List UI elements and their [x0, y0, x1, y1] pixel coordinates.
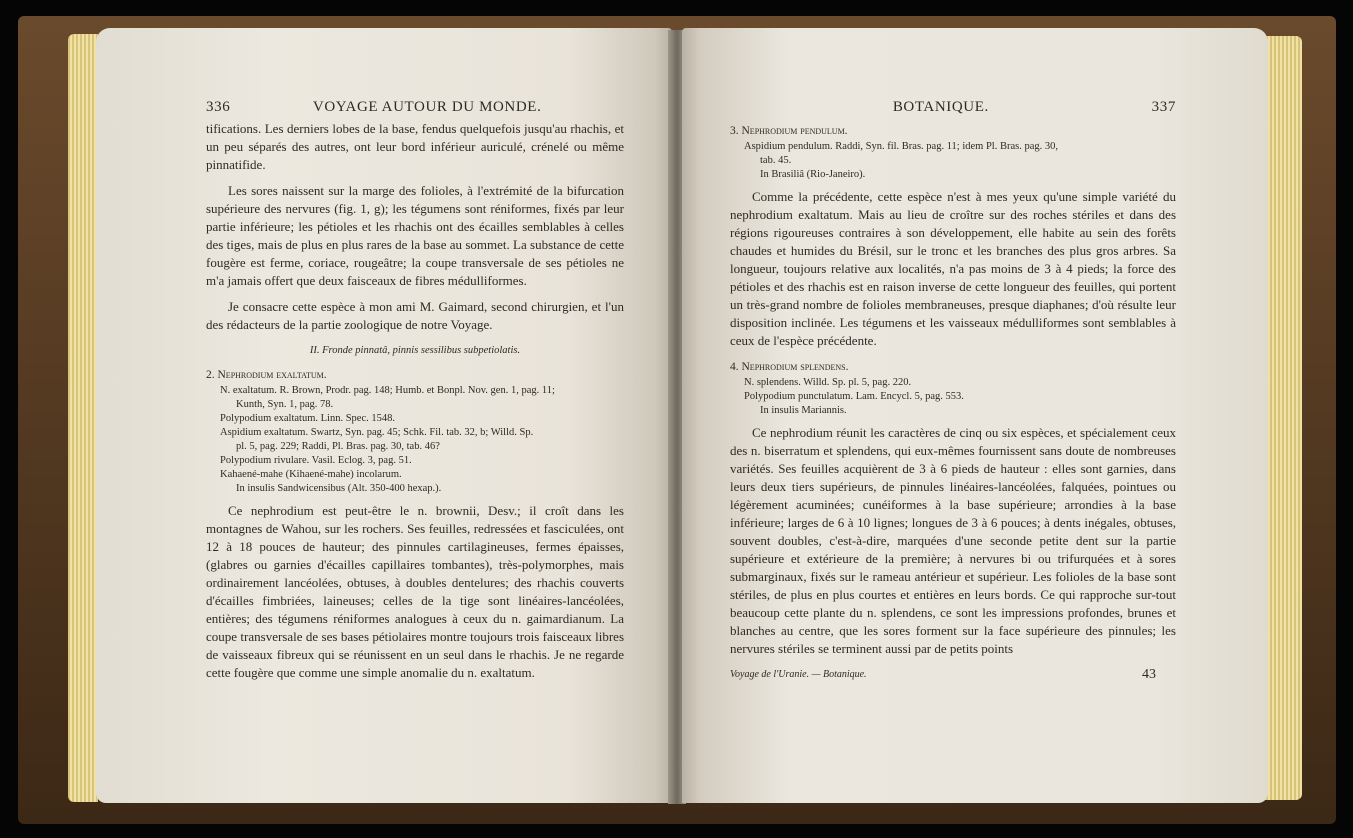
synonym-line: N. exaltatum. R. Brown, Prodr. pag. 148; Humb. et Bonpl. Nov. gen. 1, pag. 11;: [220, 385, 555, 396]
synonymy-block: [730, 376, 1176, 418]
page-number: 336: [206, 99, 231, 115]
paragraph: Ce nephrodium est peut-être le n. brownii, Desv.; il croît dans les montagnes de Wahou, sur les rochers. Ses feuilles, redressées et fasciculées, ont 12 à 18 pouces de hauteur; des pinnules cartilagineuses, fermes épaisses, (glabres ou garnies d'écailles capillaires tombantes), très-polymorphes, mais ordinairement lancéolées, obtuses, à doubles dentelures; des rhachis couverts d'écailles fimbriées, laineuses; celles de la tige sont linéaires-lancéolées, entières; des tégumens réniformes analogues à ceux du n. gaimardianum. La coupe transversale de ses bases pétiolaires montre toujours trois faisceaux libres de vaisseaux fibreux qui se réunissent en un seul dans le rhachis. Je ne regarde cette fougère que comme une simple anomalie du n. exaltatum.: [206, 503, 624, 680]
synonymy-block: [206, 384, 624, 496]
right-page: [682, 28, 1268, 803]
page-number: 337: [1151, 99, 1176, 115]
synonym-line: Kahaené-mahe (Kihaené-mahe) incolarum.: [220, 469, 402, 480]
species-heading: 4. Nephrodium splendens.: [730, 361, 849, 373]
synonym-line: Polypodium rivulare. Vasil. Eclog. 3, pag. 51.: [220, 455, 412, 466]
synonym-line: tab. 45.: [760, 155, 792, 166]
left-page-content: [206, 98, 624, 690]
left-running-header: [206, 98, 624, 116]
paragraph: Je consacre cette espèce à mon ami M. Gaimard, second chirurgien, et l'un des rédacteurs de la partie zoologique de notre Voyage.: [206, 299, 624, 332]
paragraph: Comme la précédente, cette espèce n'est à mes yeux qu'une simple variété du nephrodium exaltatum. Mais au lieu de croître sur des roches stériles et dans des régions rigoureuses contraires à son développement, elle habite au sein des forêts chaudes et humides du Brésil, sur le tronc et les branches des plus gros arbres. Sa longueur, toujours relative aux localités, n'a pas moins de 3 à 4 pieds; la force des pétioles et des rhachis est en raison inverse de cette longueur des feuilles, qui portent un très-grand nombre de folioles membraneuses, presque diaphanes; d'où résulte leur disposition inclinée. Les tégumens et les vaisseaux médulliformes sont semblables à ceux de l'espèce précédente.: [730, 189, 1176, 348]
synonymy-block: [730, 140, 1176, 182]
page-edges-left: [68, 34, 98, 802]
synonym-line: Aspidium pendulum. Raddi, Syn. fil. Bras. pag. 11; idem Pl. Bras. pag. 30,: [744, 141, 1059, 152]
synonym-line: Aspidium exaltatum. Swartz, Syn. pag. 45; Schk. Fil. tab. 32, b; Willd. Sp.: [220, 427, 534, 438]
paragraph: Ce nephrodium réunit les caractères de cinq ou six espèces, et spécialement ceux des n. biserratum et splendens, qui eux-mêmes fournissent sans doute de nombreuses variétés. Ses feuilles acquièrent de 3 à 6 pieds de hauteur : elles sont garnies, dans leurs deux tiers supérieurs, de pinnules linéaires-lancéolées, falquées, pointues ou légèrement acuminées; cunéiformes à la base supérieure; arrondies à la base inférieure; larges de 6 à 10 lignes; longues de 3 à 6 pouces; à dents inégales, obtuses, souvent doubles, c'est-à-dire, marquées d'une seconde petite dent sur la partie supérieure et extérieure de la première; à nervures bi ou trifurquées et à sores submarginaux, fixés sur le rameau antérieur et supérieur. Les folioles de la base sont stériles, de plus en plus courtes et entières en leurs bords. Ce qui rapproche sur-tout beaucoup cette plante du n. splendens, ce sont les impressions profondes, brunes et blanches au centre, que les sores forment sur la face supérieure des pinnules; les nervures stériles se terminent aussi par de petits points: [730, 425, 1176, 656]
synonym-line: In insulis Sandwicensibus (Alt. 350-400 hexap.).: [236, 483, 442, 494]
synonym-line: pl. 5, pag. 229; Raddi, Pl. Bras. pag. 30, tab. 46?: [236, 441, 440, 452]
running-head: BOTANIQUE.: [892, 99, 989, 115]
synonym-line: In Brasiliâ (Rio-Janeiro).: [760, 169, 866, 180]
synonym-line: In insulis Mariannis.: [760, 405, 847, 416]
section-heading: II. Fronde pinnatâ, pinnis sessilibus subpetiolatis.: [309, 345, 521, 356]
paragraph: tifications. Les derniers lobes de la base, fendus quelquefois jusqu'au rhachis, et un peu séparés des autres, ont leur bord inférieur auriculé, crénelé ou même pinnatifide.: [206, 121, 624, 172]
footer-text: Voyage de l'Uranie. — Botanique.: [730, 669, 867, 680]
synonym-line: Polypodium exaltatum. Linn. Spec. 1548.: [220, 413, 395, 424]
synonym-line: N. splendens. Willd. Sp. pl. 5, pag. 220.: [744, 377, 912, 388]
species-heading: 3. Nephrodium pendulum.: [730, 125, 848, 137]
paragraph: Les sores naissent sur la marge des folioles, à l'extrémité de la bifurcation supérieure des nervures (fig. 1, g); les tégumens sont réniformes, fixés par leur partie inférieure; les pétioles et les rhachis ont des écailles semblables à celles des tiges, mais de plus en plus rares de la base au sommet. La substance de cette fougère est ferme, coriace, rougeâtre; la coupe transversale de ses pétioles ne m'a jamais offert que deux faisceaux de fibres médulliformes.: [206, 183, 624, 288]
synonym-line: Kunth, Syn. 1, pag. 78.: [236, 399, 334, 410]
right-running-header: [730, 98, 1176, 116]
page-edges-right: [1264, 36, 1302, 800]
species-heading: 2. Nephrodium exaltatum.: [206, 369, 327, 381]
signature-mark: 43: [1142, 667, 1156, 682]
right-page-content: [730, 98, 1176, 684]
page-footer: [730, 666, 1176, 684]
running-head: VOYAGE AUTOUR DU MONDE.: [312, 99, 542, 115]
left-page: [96, 28, 672, 803]
synonym-line: Polypodium punctulatum. Lam. Encycl. 5, pag. 553.: [744, 391, 964, 402]
